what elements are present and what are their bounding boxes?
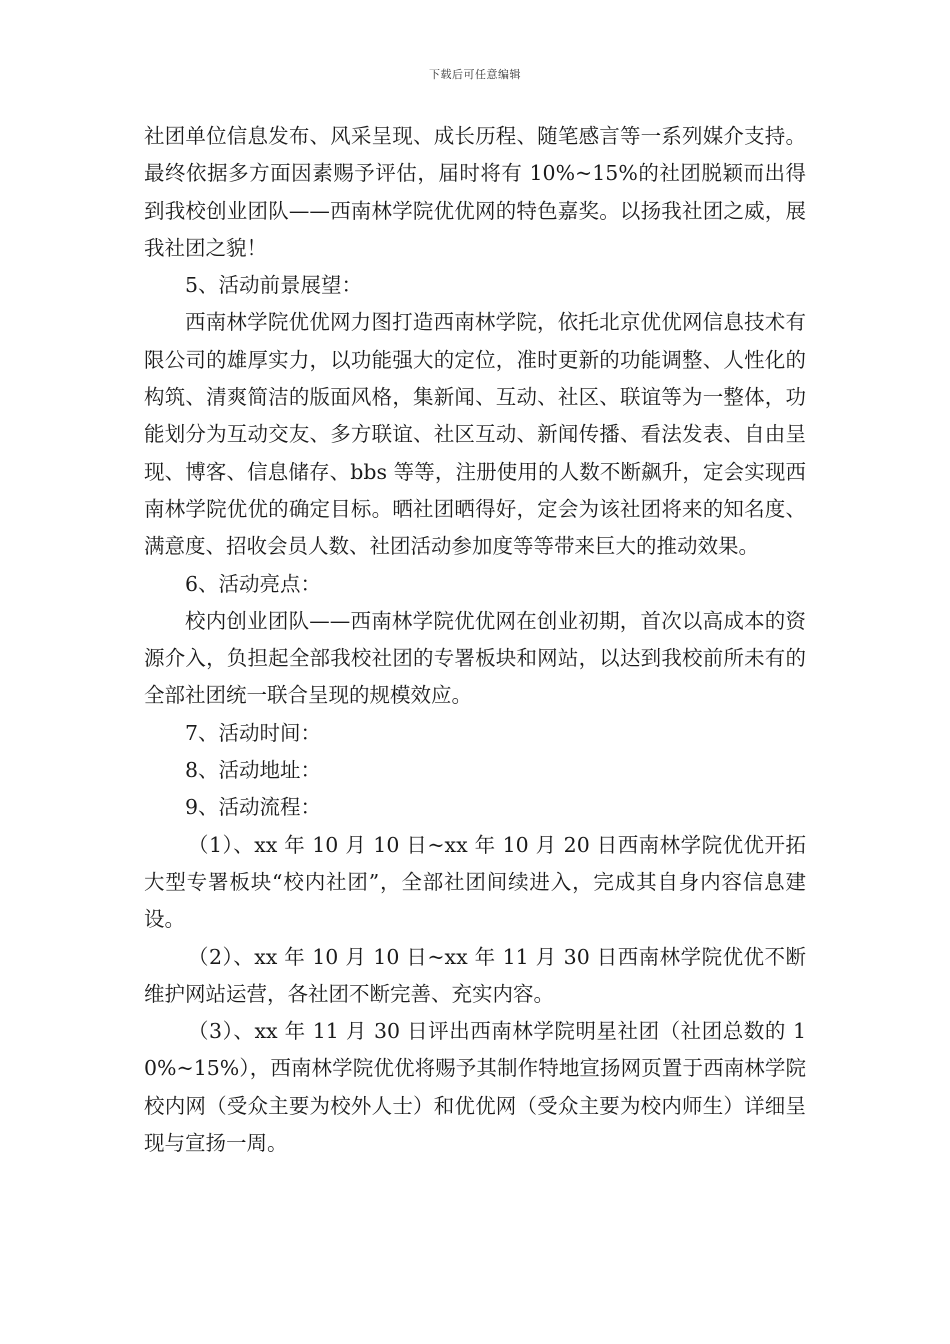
process-step-1: （1）、xx 年 10 月 10 日~xx 年 10 月 20 日西南林学院优优开拓大型专署板块“校内社团”，全部社团间续进入，完成其自身内容信息建设。 xyxy=(144,832,806,932)
heading-activity-time: 7、活动时间： xyxy=(185,720,322,745)
process-step-3: （3）、xx 年 11 月 30 日评出西南林学院明星社团（社团总数的 10%~15%），西南林学院优优将赐予其制作特地宣扬网页置于西南林学院校内网（受众主要为校外人士）和优优网（受众主要为校内师生）详细呈现与宣扬一周。 xyxy=(144,1019,806,1156)
heading-activity-location: 8、活动地址： xyxy=(185,758,322,783)
paragraph-activity-highlights: 校内创业团队——西南林学院优优网在创业初期，首次以高成本的资源介入，负担起全部我校社团的专署板块和网站，以达到我校前所未有的全部社团统一联合呈现的规模效应。 xyxy=(144,608,806,708)
page-header: 下载后可任意编辑 xyxy=(429,68,521,81)
paragraph-activity-outlook: 西南林学院优优网力图打造西南林学院，依托北京优优网信息技术有限公司的雄厚实力，以功能强大的定位，准时更新的功能调整、人性化的构筑、清爽简洁的版面风格，集新闻、互动、社区、联谊等为一整体，功能划分为互动交友、多方联谊、社区互动、新闻传播、看法发表、自由呈现、博客、信息储存、bbs 等等，注册使用的人数不断飙升，定会实现西南林学院优优的确定目标。晒社团晒得好，定会为该社团将来的知名度、满意度、招收会员人数、社团活动参加度等等带来巨大的推动效果。 xyxy=(144,310,806,559)
heading-activity-highlights: 6、活动亮点： xyxy=(185,571,322,596)
document-body xyxy=(144,118,806,1162)
heading-activity-process: 9、活动流程： xyxy=(185,795,322,820)
process-step-2: （2）、xx 年 10 月 10 日~xx 年 11 月 30 日西南林学院优优不断维护网站运营，各社团不断完善、充实内容。 xyxy=(144,944,806,1006)
heading-activity-outlook: 5、活动前景展望： xyxy=(185,273,363,298)
paragraph-media-support: 社团单位信息发布、风采呈现、成长历程、随笔感言等一系列媒介支持。最终依据多方面因素赐予评估，届时将有 10%~15%的社团脱颖而出得到我校创业团队——西南林学院优优网的特色嘉奖。以扬我社团之威，展我社团之貌！ xyxy=(144,124,806,260)
